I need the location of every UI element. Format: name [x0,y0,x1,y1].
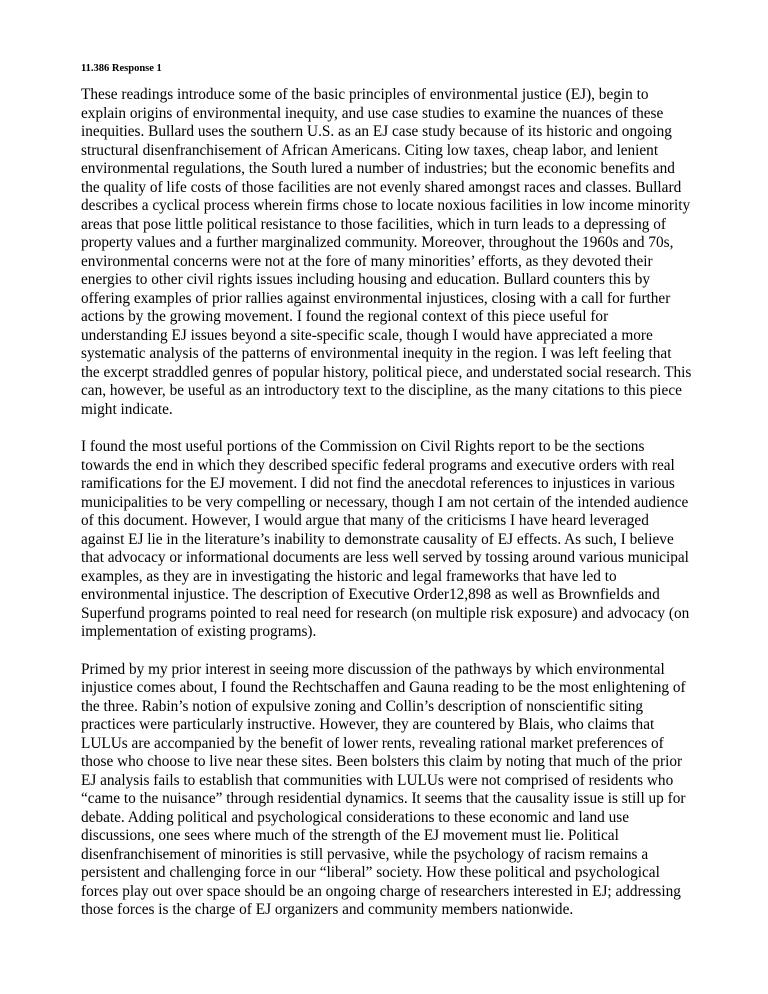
paragraph-bullard: These readings introduce some of the basic principles of environmental justice (EJ), begin to explain origins of environmental inequity, and use case studies to examine the nuances of these inequities. Bullard uses the southern U.S. as an EJ case study because of its historic and ongoing structural disenfranchisement of African Americans. Citing low taxes, cheap labor, and lenient environmental regulations, the South lured a number of industries; but the economic benefits and the quality of life costs of those facilities are not evenly shared amongst races and classes. Bullard describes a cyclical process wherein firms chose to locate noxious facilities in low income minority areas that pose little political resistance to those facilities, which in turn leads to a depressing of property values and a further marginalized community. Moreover, throughout the 1960s and 70s, environmental concerns were not at the fore of many minorities’ efforts, as they devoted their energies to other civil rights issues including housing and education. Bullard counters this by offering examples of prior rallies against environmental injustices, closing with a call for further actions by the growing movement. I found the regional context of this piece useful for understanding EJ issues beyond a site-specific scale, though I would have appreciated a more systematic analysis of the patterns of environmental inequity in the region. I was left feeling that the excerpt straddled genres of popular history, political piece, and understated social research. This can, however, be useful as an introductory text to the discipline, as the many citations to this piece might indicate. [81,86,692,418]
document-title: 11.386 Response 1 [81,63,162,74]
paragraph-rechtschaffen-gauna: Primed by my prior interest in seeing more discussion of the pathways by which environmental injustice comes about, I found the Rechtschaffen and Gauna reading to be the most enlightening of the three. Rabin’s notion of expulsive zoning and Collin’s description of nonscientific siting practices were particularly instructive. However, they are countered by Blais, who claims that LULUs are accompanied by the benefit of lower rents, revealing rational market preferences of those who choose to live near these sites. Been bolsters this claim by noting that much of the prior EJ analysis fails to establish that communities with LULUs were not comprised of residents who “came to the nuisance” through residential dynamics. It seems that the causality issue is still up for debate. Adding political and psychological considerations to these economic and land use discussions, one sees where much of the strength of the EJ movement must lie. Political disenfranchisement of minorities is still pervasive, while the psychology of racism remains a persistent and challenging force in our “liberal” society. How these political and psychological forces play out over space should be an ongoing charge of researchers interested in EJ; addressing those forces is the charge of EJ organizers and community members nationwide. [81,660,686,918]
paragraph-civil-rights-report: I found the most useful portions of the Commission on Civil Rights report to be the sections towards the end in which they described specific federal programs and executive orders with real ramifications for the EJ movement. I did not find the anecdotal references to injustices in various municipalities to be very compelling or necessary, though I am not certain of the intended audience of this document. However, I would argue that many of the criticisms I have heard leveraged against EJ lie in the literature’s inability to demonstrate causality of EJ effects. As such, I believe that advocacy or informational documents are less well served by tossing around various municipal examples, as they are in investigating the historic and legal frameworks that have led to environmental injustice. The description of Executive Order12,898 as well as Brownfields and Superfund programs pointed to real need for research (on multiple risk exposure) and advocacy (on implementation of existing programs). [81,438,690,640]
document-page [81,62,693,939]
